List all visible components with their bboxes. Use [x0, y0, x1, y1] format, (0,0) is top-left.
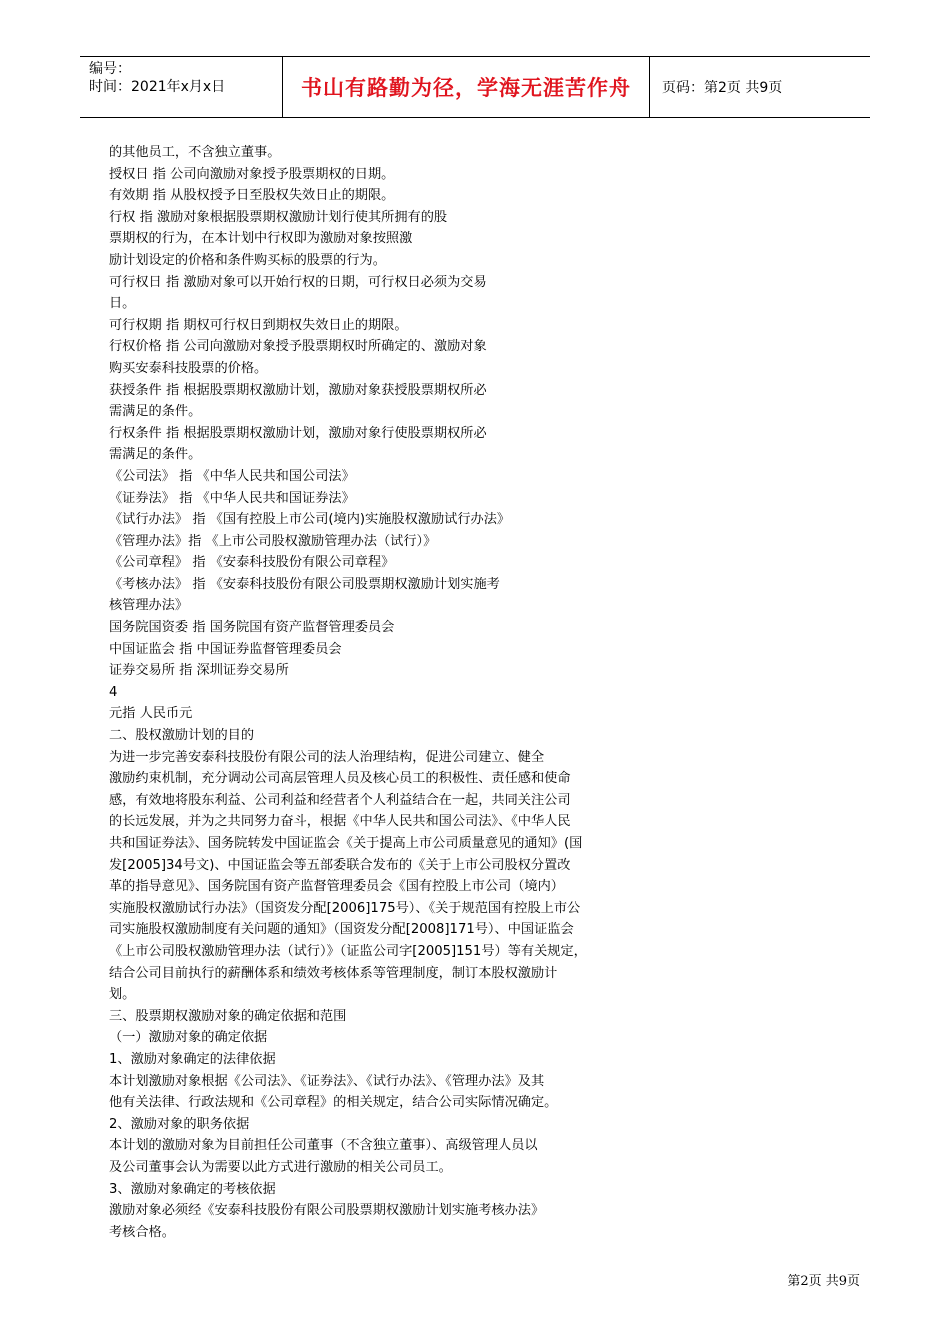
text-line: 的长远发展，并为之共同努力奋斗，根据《中华人民共和国公司法》、《中华人民: [109, 814, 571, 830]
header-page-info: 页码：第2页 共9页: [662, 80, 783, 96]
text-line: 获授条件 指 根据股票期权激励计划，激励对象获授股票期权所必: [109, 382, 487, 398]
text-line: 需满足的条件。: [109, 404, 202, 420]
text-line: 可行权期 指 期权可行权日到期权失效日止的期限。: [109, 317, 408, 333]
text-line: 《试行办法》 指 《国有控股上市公司(境内)实施股权激励试行办法》: [109, 512, 511, 528]
text-line: 《公司章程》 指 《安泰科技股份有限公司章程》: [109, 555, 395, 571]
text-line: 二、股权激励计划的目的: [109, 728, 255, 744]
text-line: 感，有效地将股东利益、公司利益和经营者个人利益结合在一起，共同关注公司: [109, 792, 571, 808]
text-line: 购买安泰科技股票的价格。: [109, 360, 268, 376]
text-line: 实施股权激励试行办法》（国资发分配[2006]175号）、《关于规范国有控股上市公: [109, 900, 581, 916]
text-line: 激励对象必须经《安泰科技股份有限公司股票期权激励计划实施考核办法》: [109, 1203, 545, 1219]
page-header: [80, 56, 870, 118]
document-time-label: 时间：2021年x月x日: [89, 79, 226, 95]
text-line: 的其他员工，不含独立董事。: [109, 145, 281, 160]
text-line: 本计划激励对象根据《公司法》、《证券法》、《试行办法》、《管理办法》及其: [109, 1073, 545, 1089]
text-line: 核管理办法》: [109, 598, 189, 614]
text-line: 发[2005]34号文)、中国证监会等五部委联合发布的《关于上市公司股权分置改: [109, 857, 571, 873]
text-line: 结合公司目前执行的薪酬体系和绩效考核体系等管理制度，制订本股权激励计: [109, 965, 558, 981]
text-line: 三、股票期权激励对象的确定依据和范围: [109, 1008, 347, 1024]
text-line: 励计划设定的价格和条件购买标的股票的行为。: [109, 252, 386, 268]
text-line: 票期权的行为，在本计划中行权即为激励对象按照激: [109, 231, 413, 247]
text-line: （一）激励对象的确定依据: [109, 1030, 268, 1046]
page-footer: 第2页 共9页: [787, 1274, 860, 1289]
text-line: 中国证监会 指 中国证券监督管理委员会: [109, 641, 342, 657]
text-line: 他有关法律、行政法规和《公司章程》的相关规定，结合公司实际情况确定。: [109, 1095, 558, 1111]
text-line: 《管理办法》指 《上市公司股权激励管理办法（试行）》: [109, 533, 437, 549]
text-line: 授权日 指 公司向激励对象授予股票期权的日期。: [109, 166, 395, 182]
text-line: 《上市公司股权激励管理办法（试行）》（证监公司字[2005]151号）等有关规定，: [109, 943, 587, 959]
text-line: 行权 指 激励对象根据股票期权激励计划行使其所拥有的股: [109, 209, 448, 225]
text-line: 考核合格。: [109, 1224, 175, 1240]
text-line: 3、激励对象确定的考核依据: [109, 1181, 276, 1197]
text-line: 《公司法》 指 《中华人民共和国公司法》: [109, 468, 355, 484]
text-line: 为进一步完善安泰科技股份有限公司的法人治理结构，促进公司建立、健全: [109, 749, 545, 765]
text-line: 日。: [109, 296, 136, 312]
text-line: 《证券法》 指 《中华人民共和国证券法》: [109, 490, 355, 506]
text-line: 证券交易所 指 深圳证券交易所: [109, 663, 289, 679]
text-line: 革的指导意见》、国务院国有资产监督管理委员会《国有控股上市公司（境内）: [109, 879, 564, 895]
text-line: 行权价格 指 公司向激励对象授予股票期权时所确定的、激励对象: [109, 339, 487, 355]
text-line: 《考核办法》 指 《安泰科技股份有限公司股票期权激励计划实施考: [109, 576, 500, 592]
text-line: 行权条件 指 根据股票期权激励计划，激励对象行使股票期权所必: [109, 425, 487, 441]
text-line: 划。: [109, 987, 136, 1003]
text-line: 需满足的条件。: [109, 447, 202, 463]
text-line: 共和国证券法》、国务院转发中国证监会《关于提高上市公司质量意见的通知》(国: [109, 836, 583, 851]
text-line: 可行权日 指 激励对象可以开始行权的日期，可行权日必须为交易: [109, 274, 487, 290]
text-line: 及公司董事会认为需要以此方式进行激励的相关公司员工。: [109, 1159, 452, 1175]
text-line: 4: [109, 684, 118, 700]
document-number-label: 编号：: [89, 61, 131, 77]
text-line: 2、激励对象的职务依据: [109, 1116, 250, 1132]
text-line: 本计划的激励对象为目前担任公司董事（不含独立董事）、高级管理人员以: [109, 1138, 538, 1154]
text-line: 司实施股权激励制度有关问题的通知》（国资发分配[2008]171号）、中国证监会: [109, 922, 574, 938]
text-line: 1、激励对象确定的法律依据: [109, 1051, 276, 1067]
text-line: 激励约束机制，充分调动公司高层管理人员及核心员工的积极性、责任感和使命: [109, 771, 571, 787]
header-meta: [80, 57, 283, 117]
header-motto: 书山有路勤为径，学海无涯苦作舟: [283, 57, 650, 117]
text-line: 国务院国资委 指 国务院国有资产监督管理委员会: [109, 620, 395, 636]
text-line: 元指 人民币元: [109, 706, 193, 722]
text-line: 有效期 指 从股权授予日至股权失效日止的期限。: [109, 188, 395, 204]
document-body: [109, 142, 669, 1243]
